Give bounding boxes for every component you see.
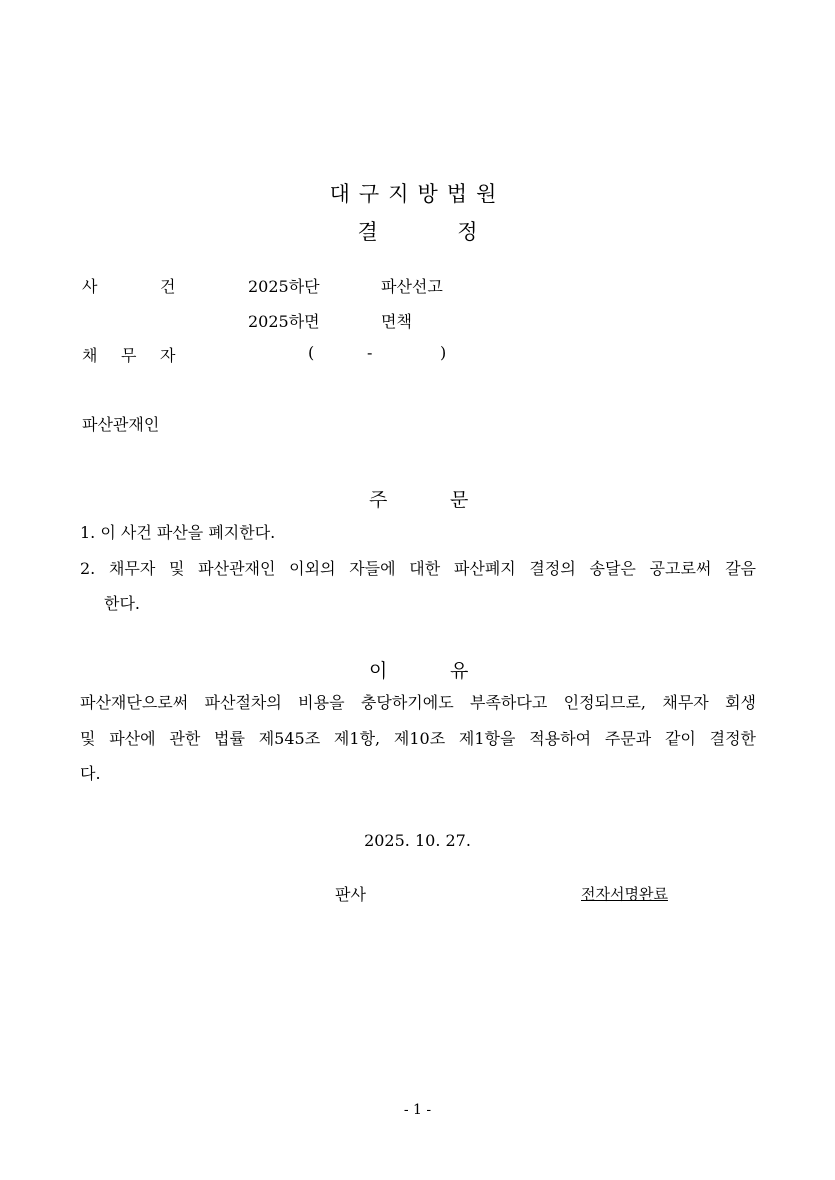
debtor-paren-close: ) (440, 343, 447, 362)
case-number-2: 2025하면 (248, 312, 320, 331)
case-label-1: 사 (82, 277, 98, 296)
debtor-label-3: 자 (160, 346, 176, 365)
case-label-2: 건 (160, 277, 176, 296)
debtor-paren-open: ( (308, 343, 315, 362)
debtor-label-2: 무 (121, 346, 137, 365)
judge-label: 판사 (335, 885, 366, 904)
order-heading-left: 주 (369, 489, 388, 511)
case-name-2: 면책 (381, 312, 412, 331)
court-name: 대구지방법원 (329, 182, 506, 206)
reason-heading-left: 이 (369, 660, 388, 682)
order-heading-right: 문 (450, 489, 469, 511)
order-item-2-continued: 한다. (104, 594, 140, 613)
trustee-label: 파산관재인 (82, 415, 160, 434)
reason-line-1: 파산재단으로써 파산절차의 비용을 충당하기에도 부족하다고 인정되므로, 채무자 회생 (80, 693, 756, 712)
order-item-2: 2. 채무자 및 파산관재인 이외의 자들에 대한 파산폐지 결정의 송달은 공고로써 갈음 (80, 559, 756, 578)
electronic-signature: 전자서명완료 (581, 885, 668, 903)
reason-line-3: 다. (80, 764, 101, 783)
reason-heading-right: 유 (450, 660, 469, 682)
debtor-dash: - (367, 343, 373, 362)
document-title (0, 216, 835, 246)
debtor-label-1: 채 (82, 346, 98, 365)
decision-date: 2025. 10. 27. (364, 831, 471, 850)
document-title-right: 정 (457, 220, 478, 244)
page-number: - 1 - (403, 1102, 432, 1118)
case-number-1: 2025하단 (248, 277, 320, 296)
document-title-left: 결 (357, 220, 378, 244)
order-item-1: 1. 이 사건 파산을 폐지한다. (80, 523, 276, 542)
case-name-1: 파산선고 (381, 277, 443, 296)
reason-line-2: 및 파산에 관한 법률 제545조 제1항, 제10조 제1항을 적용하여 주문과 같이 결정한 (80, 729, 756, 748)
